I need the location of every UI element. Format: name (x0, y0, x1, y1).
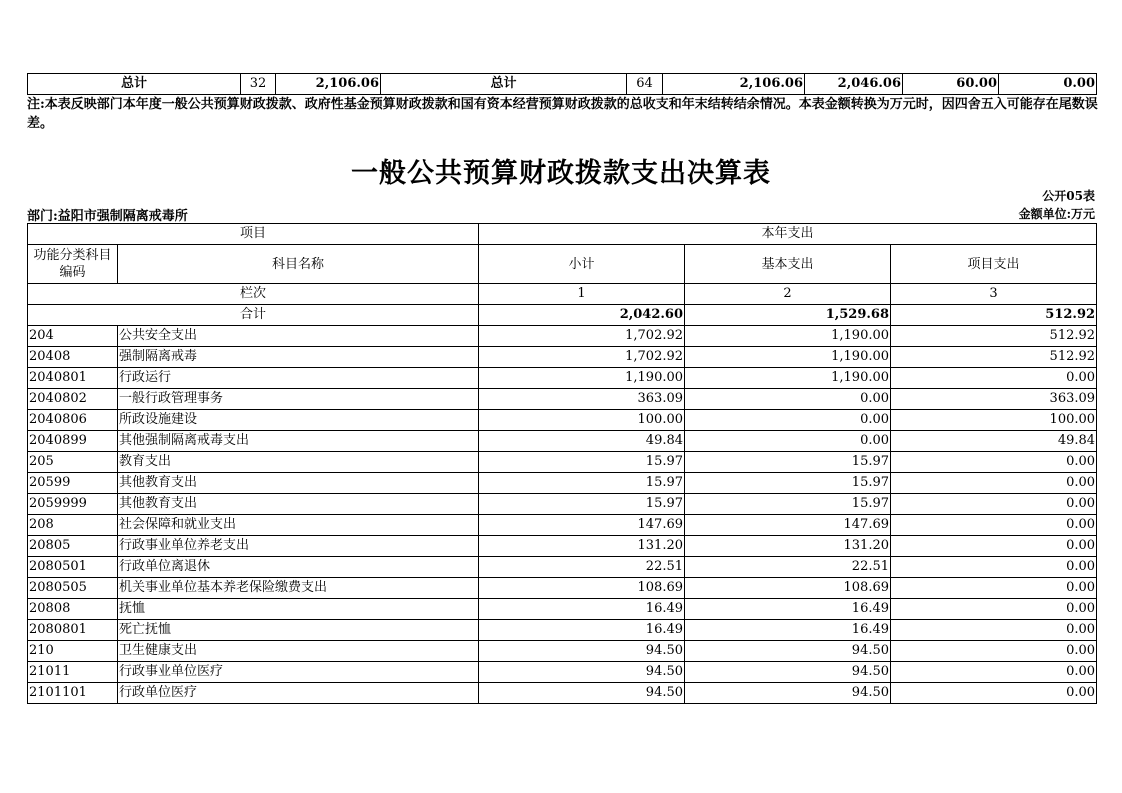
row-code: 2040899 (28, 431, 118, 452)
table-row (28, 578, 1097, 599)
table-row (28, 557, 1097, 578)
row-project: 0.00 (891, 578, 1097, 599)
row-code: 20408 (28, 347, 118, 368)
table-row (28, 347, 1097, 368)
column-index-3: 3 (891, 284, 1097, 305)
total-value-2: 2,046.06 (805, 74, 903, 95)
header-basic: 基本支出 (685, 245, 891, 284)
row-project: 0.00 (891, 557, 1097, 578)
row-name: 死亡抚恤 (118, 620, 479, 641)
row-project: 0.00 (891, 452, 1097, 473)
row-name: 行政事业单位医疗 (118, 662, 479, 683)
row-name: 抚恤 (118, 599, 479, 620)
row-project: 0.00 (891, 599, 1097, 620)
row-name: 行政运行 (118, 368, 479, 389)
row-code: 21011 (28, 662, 118, 683)
row-code: 2040802 (28, 389, 118, 410)
row-subtotal: 16.49 (479, 599, 685, 620)
row-subtotal: 147.69 (479, 515, 685, 536)
table-row (28, 368, 1097, 389)
table-row (28, 620, 1097, 641)
previous-table-total-row (27, 73, 1097, 95)
row-name: 一般行政管理事务 (118, 389, 479, 410)
table-row (28, 536, 1097, 557)
row-code: 205 (28, 452, 118, 473)
table-row (28, 599, 1097, 620)
row-subtotal: 131.20 (479, 536, 685, 557)
row-subtotal: 1,702.92 (479, 347, 685, 368)
row-project: 100.00 (891, 410, 1097, 431)
row-code: 2080501 (28, 557, 118, 578)
row-code: 208 (28, 515, 118, 536)
row-name: 社会保障和就业支出 (118, 515, 479, 536)
grand-total-label: 合计 (28, 305, 479, 326)
row-project: 0.00 (891, 473, 1097, 494)
table-row (28, 452, 1097, 473)
table-row (28, 473, 1097, 494)
row-project: 0.00 (891, 536, 1097, 557)
header-subtotal: 小计 (479, 245, 685, 284)
row-name: 其他教育支出 (118, 473, 479, 494)
table-row (28, 431, 1097, 452)
grand-total-project: 512.92 (891, 305, 1097, 326)
row-subtotal: 15.97 (479, 452, 685, 473)
row-basic: 94.50 (685, 683, 891, 704)
header-code: 功能分类科目编码 (28, 245, 118, 284)
table-row (28, 389, 1097, 410)
row-basic: 94.50 (685, 641, 891, 662)
row-code: 210 (28, 641, 118, 662)
row-code: 2059999 (28, 494, 118, 515)
total-value-1: 2,106.06 (663, 74, 805, 95)
row-number-left: 32 (241, 74, 276, 95)
row-code: 2101101 (28, 683, 118, 704)
row-name: 强制隔离戒毒 (118, 347, 479, 368)
row-project: 0.00 (891, 620, 1097, 641)
row-subtotal: 94.50 (479, 683, 685, 704)
row-basic: 147.69 (685, 515, 891, 536)
row-project: 0.00 (891, 494, 1097, 515)
row-basic: 1,190.00 (685, 347, 891, 368)
row-basic: 22.51 (685, 557, 891, 578)
row-subtotal: 108.69 (479, 578, 685, 599)
row-code: 20599 (28, 473, 118, 494)
row-name: 行政单位离退休 (118, 557, 479, 578)
total-value-3: 60.00 (903, 74, 999, 95)
unit-label: 金额单位:万元 (1018, 207, 1095, 221)
row-project: 0.00 (891, 662, 1097, 683)
row-subtotal: 1,190.00 (479, 368, 685, 389)
row-subtotal: 1,702.92 (479, 326, 685, 347)
row-subtotal: 22.51 (479, 557, 685, 578)
row-number-right: 64 (627, 74, 663, 95)
row-name: 其他教育支出 (118, 494, 479, 515)
row-basic: 15.97 (685, 452, 891, 473)
table-row (28, 326, 1097, 347)
row-code: 204 (28, 326, 118, 347)
table-row (28, 494, 1097, 515)
form-code: 公开05表 (1042, 189, 1095, 203)
row-name: 教育支出 (118, 452, 479, 473)
row-name: 所政设施建设 (118, 410, 479, 431)
row-subtotal: 363.09 (479, 389, 685, 410)
row-project: 0.00 (891, 641, 1097, 662)
table-row (28, 683, 1097, 704)
row-code: 2080505 (28, 578, 118, 599)
total-value-left: 2,106.06 (276, 74, 381, 95)
row-basic: 16.49 (685, 620, 891, 641)
row-name: 机关事业单位基本养老保险缴费支出 (118, 578, 479, 599)
row-project: 0.00 (891, 515, 1097, 536)
row-code: 2040806 (28, 410, 118, 431)
row-project: 512.92 (891, 326, 1097, 347)
row-basic: 16.49 (685, 599, 891, 620)
row-code: 20808 (28, 599, 118, 620)
row-basic: 0.00 (685, 431, 891, 452)
grand-total-basic: 1,529.68 (685, 305, 891, 326)
grand-total-subtotal: 2,042.60 (479, 305, 685, 326)
row-basic: 0.00 (685, 389, 891, 410)
row-subtotal: 94.50 (479, 662, 685, 683)
expenditure-table (27, 223, 1097, 704)
row-project: 0.00 (891, 683, 1097, 704)
row-subtotal: 100.00 (479, 410, 685, 431)
row-project: 0.00 (891, 368, 1097, 389)
row-basic: 1,190.00 (685, 326, 891, 347)
header-current-year: 本年支出 (479, 224, 1097, 245)
row-basic: 15.97 (685, 494, 891, 515)
row-basic: 94.50 (685, 662, 891, 683)
column-index-2: 2 (685, 284, 891, 305)
row-code: 2080801 (28, 620, 118, 641)
header-project-expense: 项目支出 (891, 245, 1097, 284)
row-name: 行政单位医疗 (118, 683, 479, 704)
row-code: 20805 (28, 536, 118, 557)
row-basic: 15.97 (685, 473, 891, 494)
column-index-1: 1 (479, 284, 685, 305)
row-name: 其他强制隔离戒毒支出 (118, 431, 479, 452)
table-row (28, 515, 1097, 536)
row-subtotal: 49.84 (479, 431, 685, 452)
header-name: 科目名称 (118, 245, 479, 284)
department-label: 部门:益阳市强制隔离戒毒所 (27, 209, 188, 224)
row-basic: 0.00 (685, 410, 891, 431)
total-label-left: 总计 (28, 74, 241, 95)
row-name: 行政事业单位养老支出 (118, 536, 479, 557)
row-basic: 108.69 (685, 578, 891, 599)
table-row (28, 662, 1097, 683)
row-subtotal: 15.97 (479, 473, 685, 494)
row-basic: 131.20 (685, 536, 891, 557)
row-name: 公共安全支出 (118, 326, 479, 347)
total-label-right: 总计 (381, 74, 627, 95)
footnote: 注:本表反映部门本年度一般公共预算财政拨款、政府性基金预算财政拨款和国有资本经营预算财政拨款的总收支和年末结转结余情况。本表金额转换为万元时，因四舍五入可能存在尾数误差。 (27, 97, 1098, 131)
row-subtotal: 16.49 (479, 620, 685, 641)
table-row (28, 641, 1097, 662)
header-project: 项目 (28, 224, 479, 245)
row-subtotal: 94.50 (479, 641, 685, 662)
page-title: 一般公共预算财政拨款支出决算表 (351, 158, 771, 189)
row-name: 卫生健康支出 (118, 641, 479, 662)
row-basic: 1,190.00 (685, 368, 891, 389)
row-project: 512.92 (891, 347, 1097, 368)
table-row (28, 410, 1097, 431)
row-subtotal: 15.97 (479, 494, 685, 515)
row-project: 363.09 (891, 389, 1097, 410)
total-value-4: 0.00 (999, 74, 1097, 95)
column-index-label: 栏次 (28, 284, 479, 305)
row-project: 49.84 (891, 431, 1097, 452)
row-code: 2040801 (28, 368, 118, 389)
